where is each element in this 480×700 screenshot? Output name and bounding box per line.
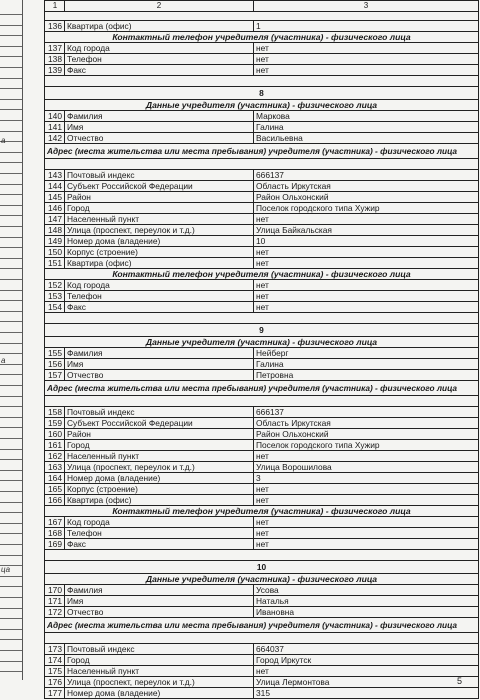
row-number: 167 (45, 517, 65, 528)
margin-rule (0, 343, 22, 344)
row-number: 143 (45, 170, 65, 181)
row-number: 161 (45, 440, 65, 451)
blank-row (45, 76, 479, 87)
row-number: 170 (45, 585, 65, 596)
field-label: Улица (проспект, переулок и т.д.) (65, 677, 254, 688)
field-label: Квартира (офис) (65, 258, 254, 269)
field-label: Имя (65, 359, 254, 370)
margin-rule (0, 459, 22, 460)
margin-rule (0, 78, 22, 79)
margin-rule (0, 502, 22, 503)
field-label: Населенный пункт (65, 214, 254, 225)
row-number: 165 (45, 484, 65, 495)
row-number: 171 (45, 596, 65, 607)
row-number: 137 (45, 43, 65, 54)
section-header-cell: Данные учредителя (участника) - физического лица (45, 100, 479, 111)
field-label: Почтовый индекс (65, 407, 254, 418)
field-value: нет (254, 484, 479, 495)
field-label: Квартира (офис) (65, 495, 254, 506)
row-number: 139 (45, 65, 65, 76)
field-value: Наталья (254, 596, 479, 607)
margin-rule (0, 449, 22, 450)
field-label: Субъект Российской Федерации (65, 418, 254, 429)
section-header-cell: Данные учредителя (участника) - физического лица (45, 337, 479, 348)
field-value: нет (254, 258, 479, 269)
margin-rule (0, 67, 22, 68)
field-label: Имя (65, 122, 254, 133)
section-header (45, 32, 479, 43)
row-number: 176 (45, 677, 65, 688)
field-value: Галина (254, 122, 479, 133)
field-value: Поселок городского типа Хужир (254, 440, 479, 451)
table-row (45, 225, 479, 236)
field-label: Почтовый индекс (65, 644, 254, 655)
field-label: Отчество (65, 607, 254, 618)
founder-number: 9 (45, 324, 479, 337)
row-number: 159 (45, 418, 65, 429)
field-label: Улица (проспект, переулок и т.д.) (65, 225, 254, 236)
field-value: Область Иркутская (254, 181, 479, 192)
margin-text-fragment: ца (1, 565, 11, 574)
field-value: нет (254, 666, 479, 677)
blank-cell (45, 633, 479, 644)
margin-rule (0, 205, 22, 206)
margin-rule (0, 480, 22, 481)
table-row (45, 302, 479, 313)
field-label: Район (65, 429, 254, 440)
table-row (45, 429, 479, 440)
field-value: 10 (254, 236, 479, 247)
table-row (45, 291, 479, 302)
table-row (45, 370, 479, 381)
margin-rule (0, 491, 22, 492)
section-header (45, 574, 479, 585)
field-label: Населенный пункт (65, 451, 254, 462)
margin-rule (0, 639, 22, 640)
margin-rule (0, 533, 22, 534)
founder-number-row (45, 87, 479, 100)
table-row (45, 655, 479, 666)
table-row (45, 484, 479, 495)
table-row (45, 596, 479, 607)
table-row (45, 214, 479, 225)
margin-rule (0, 650, 22, 651)
blank-cell (45, 159, 479, 170)
field-label: Район (65, 192, 254, 203)
address-header-row (45, 144, 479, 159)
field-label: Улица (проспект, переулок и т.д.) (65, 462, 254, 473)
table-row (45, 247, 479, 258)
margin-rule (0, 152, 22, 153)
margin-rule (0, 247, 22, 248)
margin-rule (0, 25, 22, 26)
field-value: 1 (254, 21, 479, 32)
margin-rule (0, 608, 22, 609)
margin-rule (0, 321, 22, 322)
row-number: 177 (45, 688, 65, 699)
field-value: нет (254, 451, 479, 462)
field-value: Петровна (254, 370, 479, 381)
field-value: Васильевна (254, 133, 479, 144)
margin-rule (0, 597, 22, 598)
field-value: Нейберг (254, 348, 479, 359)
section-header-cell: Контактный телефон учредителя (участника) - физического лица (45, 506, 479, 517)
left-margin-lines (0, 0, 23, 680)
row-number: 172 (45, 607, 65, 618)
row-number: 144 (45, 181, 65, 192)
section-header-cell: Данные учредителя (участника) - физического лица (45, 574, 479, 585)
margin-rule (0, 332, 22, 333)
row-number: 174 (45, 655, 65, 666)
section-header (45, 100, 479, 111)
spacer-cell (45, 12, 479, 21)
row-number: 168 (45, 528, 65, 539)
row-number: 164 (45, 473, 65, 484)
section-header (45, 269, 479, 280)
blank-row (45, 550, 479, 561)
margin-rule (0, 99, 22, 100)
blank-row (45, 396, 479, 407)
blank-cell (45, 396, 479, 407)
section-header (45, 506, 479, 517)
column-header: 1 (45, 1, 65, 12)
field-value: Галина (254, 359, 479, 370)
field-value: 315 (254, 688, 479, 699)
margin-rule (0, 279, 22, 280)
table-row (45, 203, 479, 214)
margin-rule (0, 523, 22, 524)
field-value: нет (254, 528, 479, 539)
table-row (45, 473, 479, 484)
margin-rule (0, 258, 22, 259)
margin-rule (0, 374, 22, 375)
table-row (45, 585, 479, 596)
row-number: 169 (45, 539, 65, 550)
field-label: Факс (65, 539, 254, 550)
field-label: Номер дома (владение) (65, 473, 254, 484)
field-label: Факс (65, 302, 254, 313)
field-label: Квартира (офис) (65, 21, 254, 32)
row-number: 141 (45, 122, 65, 133)
margin-rule (0, 406, 22, 407)
row-number: 148 (45, 225, 65, 236)
margin-text-fragment: а (1, 356, 6, 365)
field-value: нет (254, 214, 479, 225)
margin-rule (0, 618, 22, 619)
field-label: Населенный пункт (65, 666, 254, 677)
field-label: Город (65, 440, 254, 451)
page-number: 5 (457, 676, 463, 686)
margin-rule (0, 629, 22, 630)
field-value: нет (254, 43, 479, 54)
field-label: Номер дома (владение) (65, 688, 254, 699)
margin-rule (0, 576, 22, 577)
column-header: 3 (254, 1, 479, 12)
margin-rule (0, 353, 22, 354)
section-header (45, 337, 479, 348)
margin-rule (0, 671, 22, 672)
section-header-cell: Контактный телефон учредителя (участника) - физического лица (45, 269, 479, 280)
field-label: Город (65, 655, 254, 666)
field-value: нет (254, 302, 479, 313)
table-row (45, 348, 479, 359)
margin-rule (0, 417, 22, 418)
field-value: Улица Ворошилова (254, 462, 479, 473)
field-label: Телефон (65, 528, 254, 539)
margin-rule (0, 438, 22, 439)
field-value: нет (254, 247, 479, 258)
field-value: нет (254, 291, 479, 302)
field-value: нет (254, 517, 479, 528)
table-row (45, 451, 479, 462)
table-row (45, 666, 479, 677)
margin-rule (0, 184, 22, 185)
row-number: 157 (45, 370, 65, 381)
field-label: Номер дома (владение) (65, 236, 254, 247)
table-row (45, 133, 479, 144)
margin-rule (0, 586, 22, 587)
row-number: 140 (45, 111, 65, 122)
margin-rule (0, 173, 22, 174)
founders-table-sheet (44, 0, 476, 699)
table-row (45, 280, 479, 291)
field-label: Почтовый индекс (65, 170, 254, 181)
field-label: Код города (65, 517, 254, 528)
field-value: нет (254, 54, 479, 65)
row-number: 145 (45, 192, 65, 203)
row-number: 155 (45, 348, 65, 359)
field-value: нет (254, 495, 479, 506)
row-number: 173 (45, 644, 65, 655)
field-value: 666137 (254, 407, 479, 418)
table-row (45, 517, 479, 528)
blank-cell (45, 550, 479, 561)
field-value: нет (254, 280, 479, 291)
margin-rule (0, 512, 22, 513)
field-value: Область Иркутская (254, 418, 479, 429)
field-label: Имя (65, 596, 254, 607)
margin-text-fragment: а (1, 136, 6, 145)
margin-rule (0, 290, 22, 291)
founder-number-row (45, 324, 479, 337)
column-header: 2 (65, 1, 254, 12)
address-header: Адрес (места жительства или места пребывания) учредителя (участника) - физического лица (45, 144, 479, 159)
row-number: 149 (45, 236, 65, 247)
founders-table (44, 0, 479, 699)
field-label: Фамилия (65, 585, 254, 596)
margin-rule (0, 544, 22, 545)
table-row (45, 407, 479, 418)
table-row (45, 688, 479, 699)
margin-rule (0, 162, 22, 163)
row-number: 166 (45, 495, 65, 506)
table-row (45, 607, 479, 618)
table-row (45, 440, 479, 451)
field-value: Город Иркутск (254, 655, 479, 666)
field-value: Поселок городского типа Хужир (254, 203, 479, 214)
table-row (45, 65, 479, 76)
row-number: 162 (45, 451, 65, 462)
field-value: 664037 (254, 644, 479, 655)
field-value: нет (254, 65, 479, 76)
field-value: нет (254, 539, 479, 550)
field-label: Корпус (строение) (65, 484, 254, 495)
field-value: 666137 (254, 170, 479, 181)
field-label: Код города (65, 280, 254, 291)
row-number: 146 (45, 203, 65, 214)
margin-rule (0, 194, 22, 195)
table-row (45, 462, 479, 473)
row-number: 163 (45, 462, 65, 473)
margin-rule (0, 427, 22, 428)
table-row (45, 644, 479, 655)
field-value: Улица Байкальская (254, 225, 479, 236)
blank-row (45, 633, 479, 644)
row-number: 153 (45, 291, 65, 302)
table-row (45, 528, 479, 539)
founder-number-row (45, 561, 479, 574)
row-number: 156 (45, 359, 65, 370)
margin-rule (0, 109, 22, 110)
table-row (45, 677, 479, 688)
margin-rule (0, 396, 22, 397)
founder-number: 10 (45, 561, 479, 574)
field-label: Фамилия (65, 348, 254, 359)
table-row (45, 181, 479, 192)
address-header-row (45, 618, 479, 633)
row-number: 150 (45, 247, 65, 258)
blank-row (45, 159, 479, 170)
margin-rule (0, 268, 22, 269)
row-number: 158 (45, 407, 65, 418)
blank-row (45, 313, 479, 324)
column-header-row (45, 1, 479, 12)
margin-rule (0, 120, 22, 121)
address-header: Адрес (места жительства или места пребывания) учредителя (участника) - физического лица (45, 381, 479, 396)
row-number: 152 (45, 280, 65, 291)
blank-cell (45, 76, 479, 87)
row-number: 138 (45, 54, 65, 65)
row-number: 151 (45, 258, 65, 269)
field-value: Улица Лермонтова (254, 677, 479, 688)
founder-number: 8 (45, 87, 479, 100)
margin-rule (0, 237, 22, 238)
margin-rule (0, 555, 22, 556)
margin-rule (0, 300, 22, 301)
field-value: Маркова (254, 111, 479, 122)
margin-rule (0, 46, 22, 47)
row-number: 154 (45, 302, 65, 313)
field-label: Корпус (строение) (65, 247, 254, 258)
row-number: 160 (45, 429, 65, 440)
field-label: Телефон (65, 54, 254, 65)
margin-rule (0, 56, 22, 57)
field-value: Ивановна (254, 607, 479, 618)
address-header-row (45, 381, 479, 396)
margin-rule (0, 88, 22, 89)
table-row (45, 192, 479, 203)
field-value: Район Ольхонский (254, 429, 479, 440)
margin-rule (0, 470, 22, 471)
row-number: 147 (45, 214, 65, 225)
field-value: Усова (254, 585, 479, 596)
address-header: Адрес (места жительства или места пребывания) учредителя (участника) - физического лица (45, 618, 479, 633)
margin-rule (0, 35, 22, 36)
field-value: Район Ольхонский (254, 192, 479, 203)
margin-rule (0, 14, 22, 15)
field-label: Отчество (65, 370, 254, 381)
blank-cell (45, 313, 479, 324)
table-row (45, 43, 479, 54)
row-number: 136 (45, 21, 65, 32)
table-row (45, 170, 479, 181)
section-header-cell: Контактный телефон учредителя (участника) - физического лица (45, 32, 479, 43)
margin-rule (0, 311, 22, 312)
table-row (45, 359, 479, 370)
field-value: 3 (254, 473, 479, 484)
field-label: Фамилия (65, 111, 254, 122)
table-row (45, 54, 479, 65)
field-label: Отчество (65, 133, 254, 144)
field-label: Город (65, 203, 254, 214)
row-number: 175 (45, 666, 65, 677)
field-label: Факс (65, 65, 254, 76)
table-row (45, 495, 479, 506)
table-row (45, 21, 479, 32)
field-label: Телефон (65, 291, 254, 302)
margin-rule (0, 385, 22, 386)
margin-rule (0, 215, 22, 216)
table-row (45, 236, 479, 247)
spacer-row (45, 12, 479, 21)
margin-rule (0, 131, 22, 132)
table-row (45, 111, 479, 122)
table-row (45, 539, 479, 550)
table-row (45, 418, 479, 429)
row-number: 142 (45, 133, 65, 144)
table-row (45, 122, 479, 133)
table-row (45, 258, 479, 269)
margin-rule (0, 226, 22, 227)
field-label: Код города (65, 43, 254, 54)
margin-rule (0, 661, 22, 662)
field-label: Субъект Российской Федерации (65, 181, 254, 192)
